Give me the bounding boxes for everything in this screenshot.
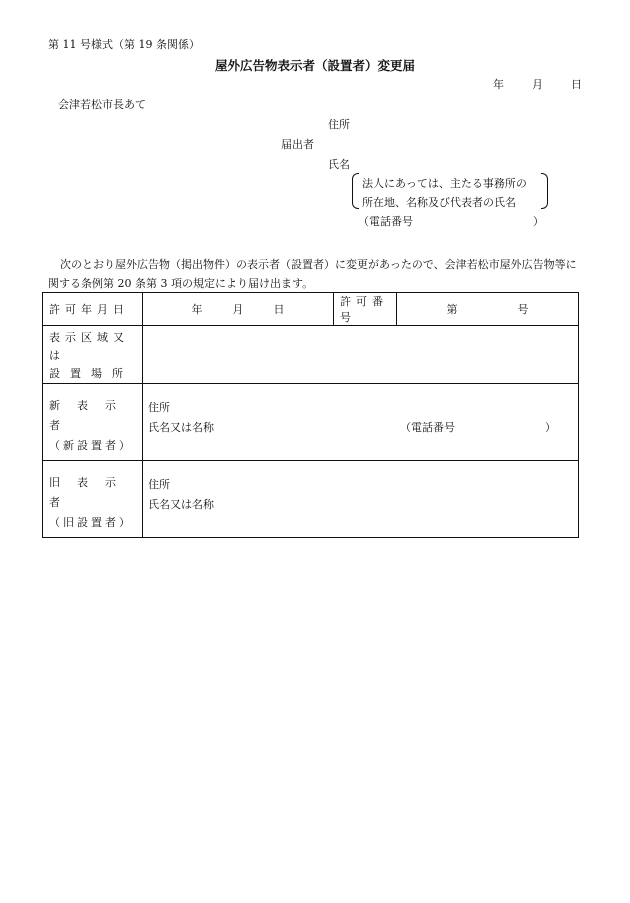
date-month: 月 <box>532 78 543 91</box>
date-day: 日 <box>571 78 582 91</box>
new-holder-address-label: 住所 <box>148 401 170 414</box>
permit-date-day: 日 <box>273 303 285 316</box>
new-holder-phone-label: （電話番号 <box>400 421 455 434</box>
area-label-line2: 設置場所 <box>49 367 133 380</box>
date-year: 年 <box>493 78 504 91</box>
row-permit <box>43 293 579 326</box>
area-label <box>43 326 143 384</box>
permit-date-field[interactable] <box>143 293 334 326</box>
applicant-address-label: 住所 <box>328 118 350 131</box>
left-bracket <box>352 173 359 209</box>
old-holder-label <box>43 461 143 538</box>
row-area <box>43 326 579 384</box>
old-holder-field[interactable] <box>143 461 579 538</box>
new-holder-label-line2: （新設置者） <box>49 439 133 452</box>
permit-date-month: 月 <box>232 303 244 316</box>
corporation-note-line2: 所在地、名称及び代表者の氏名 <box>362 196 516 209</box>
body-paragraph <box>48 255 586 293</box>
permit-date-label: 許可年月日 <box>43 293 143 326</box>
permit-number-label: 許可番号 <box>334 293 397 326</box>
area-label-line1: 表示区域又は <box>49 331 129 362</box>
permit-number-field[interactable] <box>397 293 579 326</box>
row-new-holder <box>43 384 579 461</box>
old-holder-label-line1: 旧表示者 <box>49 476 133 509</box>
form-table <box>42 292 579 538</box>
new-holder-label-line1: 新表示者 <box>49 399 133 432</box>
right-bracket <box>541 173 548 209</box>
new-holder-field[interactable] <box>143 384 579 461</box>
old-holder-name-label: 氏名又は名称 <box>148 498 214 511</box>
row-old-holder <box>43 461 579 538</box>
applicant-label: 届出者 <box>281 138 314 151</box>
permit-number-suffix: 号 <box>517 303 529 316</box>
permit-date-year: 年 <box>191 303 203 316</box>
area-field[interactable] <box>143 326 579 384</box>
new-holder-label <box>43 384 143 461</box>
submission-date <box>493 76 582 92</box>
addressee: 会津若松市長あて <box>58 98 146 111</box>
corporation-note <box>352 173 548 209</box>
corporation-note-line1: 法人にあっては、主たる事務所の <box>362 177 527 190</box>
document-title: 屋外広告物表示者（設置者）変更届 <box>214 58 415 73</box>
permit-number-prefix: 第 <box>446 303 458 316</box>
body-text: 次のとおり屋外広告物（掲出物件）の表示者（設置者）に変更があったので、会津若松市屋外広告物等に関する条例第 20 条第 3 項の規定により届け出ます。 <box>48 258 577 290</box>
applicant-phone-close: ） <box>533 215 544 228</box>
old-holder-address-label: 住所 <box>148 478 170 491</box>
form-number: 第 11 号様式（第 19 条関係） <box>48 38 200 51</box>
new-holder-phone-close: ） <box>545 421 556 434</box>
old-holder-label-line2: （旧設置者） <box>49 516 133 529</box>
new-holder-name-label: 氏名又は名称 <box>148 421 214 434</box>
applicant-name-label: 氏名 <box>328 158 350 171</box>
applicant-phone-label: （電話番号 <box>358 215 413 228</box>
